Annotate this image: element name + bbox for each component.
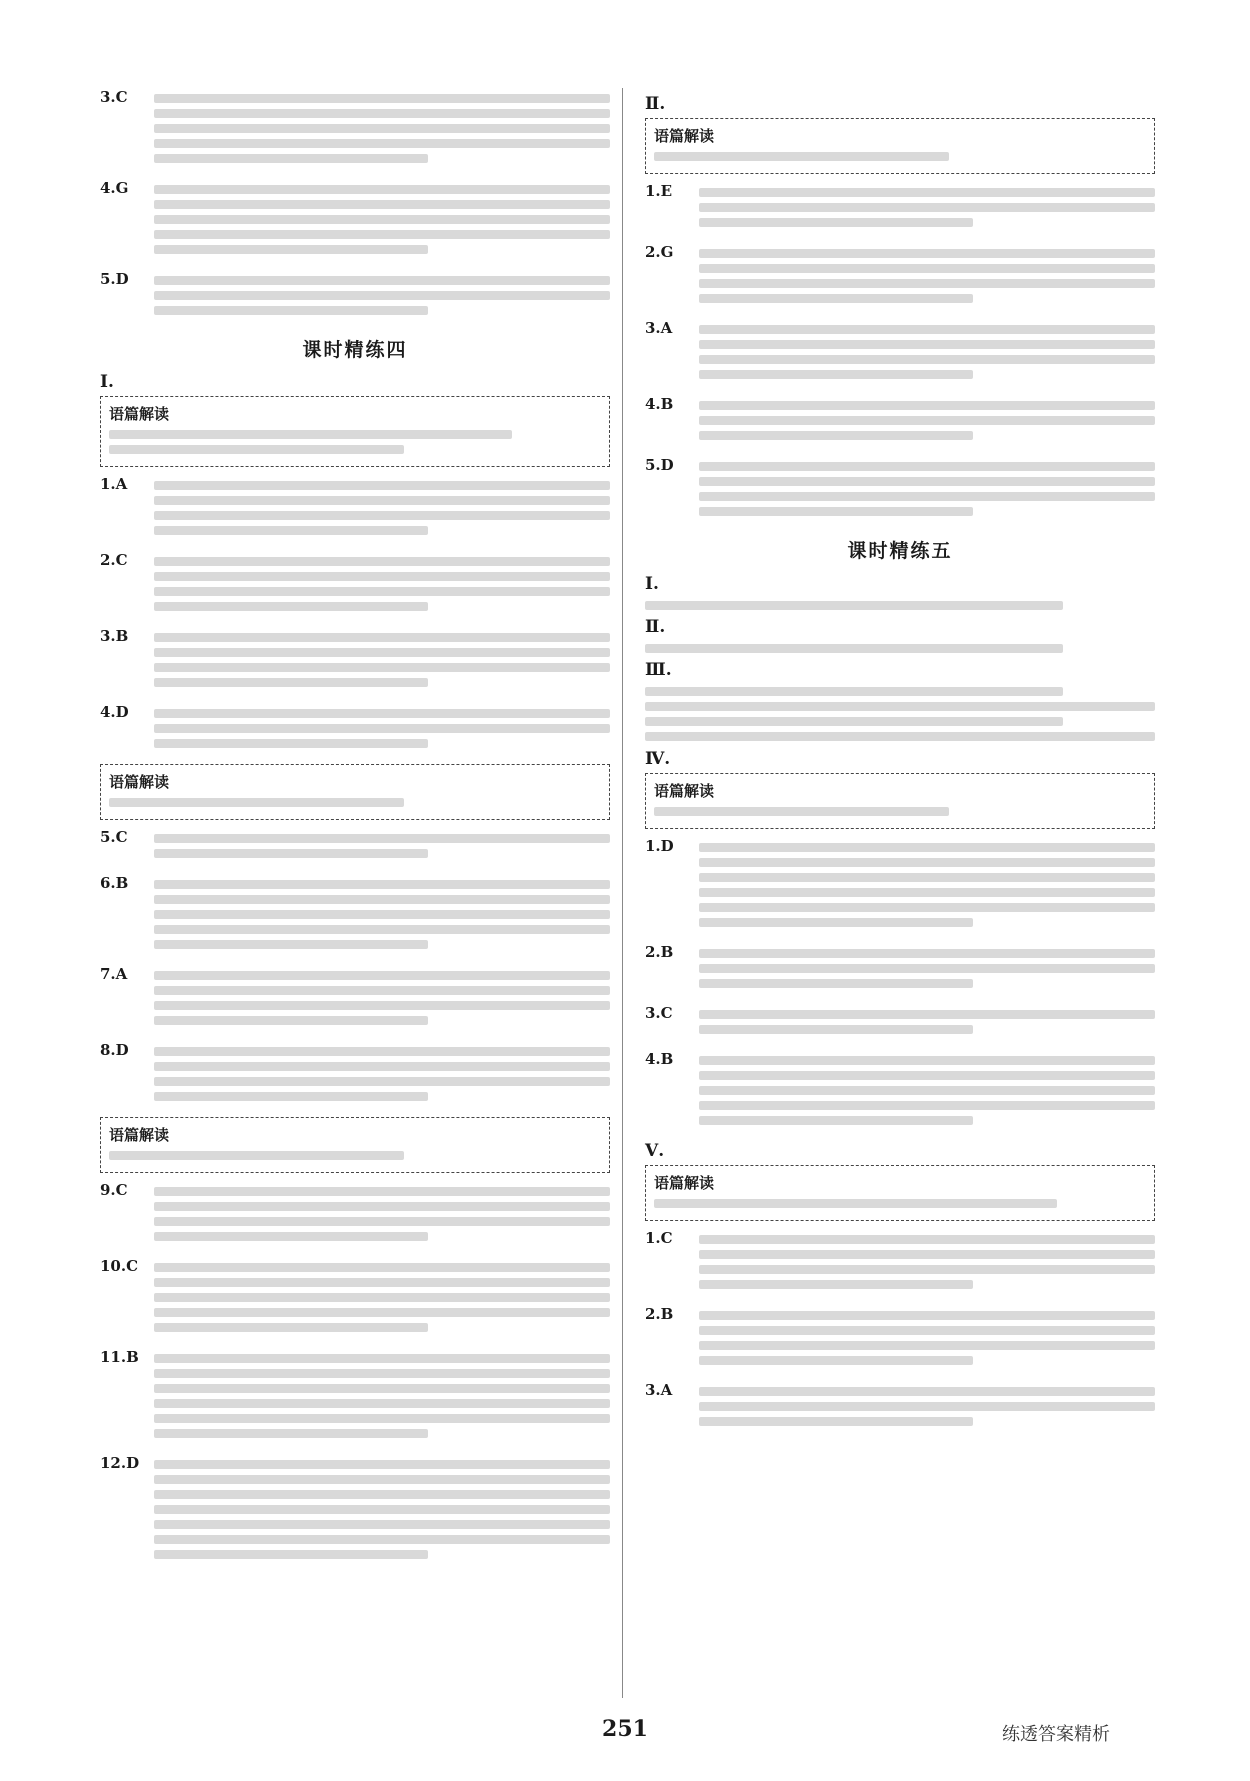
placeholder-line [154, 481, 610, 490]
placeholder-line [154, 1354, 610, 1363]
placeholder-line [654, 152, 949, 161]
placeholder-line [154, 1308, 610, 1317]
placeholder-line [699, 477, 1155, 486]
placeholder-line [154, 1232, 428, 1241]
answer-key: 2.C [100, 551, 128, 569]
answer-item [645, 243, 1155, 309]
answer-item [645, 456, 1155, 522]
placeholder-line [699, 1010, 1155, 1019]
placeholder-line [154, 215, 610, 224]
placeholder-line [109, 1151, 404, 1160]
placeholder-line [699, 1417, 973, 1426]
answer-item [100, 1348, 610, 1444]
answer-item [100, 270, 610, 321]
explanation-placeholder [699, 395, 1155, 446]
placeholder-line [154, 1460, 610, 1469]
placeholder-line [154, 185, 610, 194]
placeholder-line [154, 1016, 428, 1025]
placeholder-line [699, 1280, 973, 1289]
explanation-placeholder [154, 179, 610, 260]
placeholder-line [699, 1387, 1155, 1396]
left-column [100, 88, 610, 1575]
placeholder-line [699, 507, 973, 516]
placeholder-line [154, 602, 428, 611]
items-part3 [100, 1181, 610, 1565]
explanation-placeholder [699, 1229, 1155, 1295]
placeholder-line [645, 717, 1063, 726]
explanation-placeholder [699, 243, 1155, 309]
placeholder-line [154, 724, 610, 733]
answer-item [645, 395, 1155, 446]
placeholder-line [154, 1490, 610, 1499]
placeholder-line [154, 124, 610, 133]
explanation-placeholder [154, 965, 610, 1031]
placeholder-line [154, 230, 610, 239]
placeholder-line [699, 1071, 1155, 1080]
placeholder-line [154, 1293, 610, 1302]
placeholder-line [699, 1402, 1155, 1411]
explanation-placeholder [699, 1305, 1155, 1371]
placeholder-line [154, 910, 610, 919]
placeholder-line [154, 834, 610, 843]
placeholder-line [645, 601, 1063, 610]
part-label: Ⅳ. [645, 749, 671, 769]
placeholder-line [154, 1278, 610, 1287]
placeholder-line [154, 1217, 610, 1226]
answer-key: 11.B [100, 1348, 139, 1366]
right-column [645, 88, 1155, 1442]
answer-key: 3.C [100, 88, 128, 106]
placeholder-line [154, 1323, 428, 1332]
placeholder-line [154, 572, 610, 581]
placeholder-line [154, 306, 428, 315]
placeholder-line [154, 925, 610, 934]
placeholder-line [154, 1092, 428, 1101]
placeholder-line [154, 511, 610, 520]
placeholder-line [154, 1202, 610, 1211]
placeholder-line [699, 1341, 1155, 1350]
placeholder-line [154, 1001, 610, 1010]
reading-summary-box [645, 773, 1155, 829]
explanation-placeholder [699, 1381, 1155, 1432]
placeholder-line [654, 807, 949, 816]
placeholder-line [154, 1475, 610, 1484]
placeholder-line [645, 644, 1063, 653]
placeholder-line [699, 979, 973, 988]
placeholder-line [109, 430, 512, 439]
reading-summary-box [100, 1117, 610, 1173]
placeholder-line [154, 971, 610, 980]
part-label: Ⅴ. [645, 1141, 665, 1161]
placeholder-line [154, 200, 610, 209]
explanation-placeholder [154, 703, 610, 754]
answer-item [645, 1381, 1155, 1432]
placeholder-line [154, 1263, 610, 1272]
answer-item [645, 1305, 1155, 1371]
placeholder-line [699, 1311, 1155, 1320]
column-divider [622, 88, 623, 1698]
explanation-placeholder [154, 627, 610, 693]
placeholder-line [154, 648, 610, 657]
placeholder-line [699, 918, 973, 927]
page-number: 251 [602, 1716, 648, 1742]
placeholder-line [699, 279, 1155, 288]
answer-item [100, 874, 610, 955]
placeholder-line [154, 1414, 610, 1423]
items-part2 [100, 828, 610, 1107]
answer-item [645, 1229, 1155, 1295]
answer-item [100, 828, 610, 864]
placeholder-line [154, 739, 428, 748]
placeholder-line [154, 1535, 610, 1544]
placeholder-line [699, 1056, 1155, 1065]
placeholder-line [699, 492, 1155, 501]
answer-item [645, 837, 1155, 933]
section-heading: 课时精练五 [847, 540, 953, 562]
answer-item [645, 319, 1155, 385]
placeholder-line [154, 709, 610, 718]
answer-item [100, 179, 610, 260]
answer-item [100, 1041, 610, 1107]
placeholder-line [109, 445, 404, 454]
placeholder-line [154, 1429, 428, 1438]
answer-key: 1.A [100, 475, 128, 493]
answer-key: 2.B [645, 1305, 674, 1323]
answer-key: 1.E [645, 182, 673, 200]
placeholder-line [699, 1265, 1155, 1274]
answer-item [100, 965, 610, 1031]
placeholder-line [699, 858, 1155, 867]
placeholder-line [699, 188, 1155, 197]
placeholder-line [154, 1550, 428, 1559]
explanation-placeholder [699, 319, 1155, 385]
placeholder-line [699, 340, 1155, 349]
explanation-placeholder [699, 1050, 1155, 1131]
placeholder-line [654, 1199, 1057, 1208]
answer-item [100, 1257, 610, 1338]
placeholder-line [154, 1520, 610, 1529]
explanation-placeholder [154, 1454, 610, 1565]
part-label: Ⅲ. [645, 660, 672, 680]
placeholder-line [154, 94, 610, 103]
fill-in-answers [645, 573, 1155, 741]
reading-label: 语篇解读 [654, 127, 715, 145]
placeholder-line [699, 1086, 1155, 1095]
placeholder-line [699, 249, 1155, 258]
explanation-placeholder [699, 182, 1155, 233]
placeholder-line [154, 663, 610, 672]
placeholder-line [109, 798, 404, 807]
explanation-placeholder [699, 456, 1155, 522]
placeholder-line [154, 1187, 610, 1196]
placeholder-line [699, 203, 1155, 212]
explanation-placeholder [154, 1181, 610, 1247]
answer-key: 7.A [100, 965, 128, 983]
part-label: Ⅱ. [645, 617, 666, 637]
placeholder-line [699, 462, 1155, 471]
answer-key: 9.C [100, 1181, 128, 1199]
placeholder-line [645, 732, 1155, 741]
explanation-placeholder [154, 88, 610, 169]
placeholder-line [699, 1326, 1155, 1335]
answer-key: 4.D [100, 703, 129, 721]
items-top [100, 88, 610, 321]
placeholder-line [154, 1399, 610, 1408]
placeholder-line [154, 496, 610, 505]
placeholder-line [699, 843, 1155, 852]
placeholder-line [699, 325, 1155, 334]
answer-key: 3.A [645, 1381, 673, 1399]
answer-key: 2.G [645, 243, 674, 261]
placeholder-line [699, 1116, 973, 1125]
placeholder-line [154, 557, 610, 566]
reading-label: 语篇解读 [654, 1174, 715, 1192]
reading-summary-box [100, 764, 610, 820]
placeholder-line [154, 1384, 610, 1393]
placeholder-line [154, 940, 428, 949]
placeholder-line [154, 245, 428, 254]
part-label: Ⅱ. [645, 94, 666, 114]
placeholder-line [154, 849, 428, 858]
explanation-placeholder [154, 828, 610, 864]
reading-summary-box [100, 396, 610, 467]
explanation-placeholder [154, 1041, 610, 1107]
placeholder-line [154, 154, 428, 163]
reading-summary-box [645, 118, 1155, 174]
placeholder-line [154, 276, 610, 285]
part-label: Ⅰ. [100, 372, 114, 392]
answer-key: 10.C [100, 1257, 139, 1275]
placeholder-line [154, 880, 610, 889]
answer-key: 1.D [645, 837, 674, 855]
placeholder-line [699, 1356, 973, 1365]
items-part4 [645, 837, 1155, 1131]
placeholder-line [699, 264, 1155, 273]
items-part5 [645, 1229, 1155, 1432]
reading-label: 语篇解读 [109, 405, 170, 423]
answer-item [100, 551, 610, 617]
answer-item [100, 1181, 610, 1247]
answer-key: 8.D [100, 1041, 129, 1059]
placeholder-line [699, 873, 1155, 882]
explanation-placeholder [154, 1257, 610, 1338]
answer-key: 3.A [645, 319, 673, 337]
answer-item [100, 475, 610, 541]
explanation-placeholder [699, 1004, 1155, 1040]
answer-key: 1.C [645, 1229, 673, 1247]
placeholder-line [699, 903, 1155, 912]
answer-key: 4.B [645, 1050, 674, 1068]
placeholder-line [699, 401, 1155, 410]
answer-item [645, 1004, 1155, 1040]
answer-key: 12.D [100, 1454, 140, 1472]
answer-key: 5.D [645, 456, 674, 474]
placeholder-line [699, 949, 1155, 958]
placeholder-line [154, 291, 610, 300]
placeholder-line [699, 1025, 973, 1034]
answer-key: 2.B [645, 943, 674, 961]
answer-item [100, 88, 610, 169]
answer-key: 3.B [100, 627, 129, 645]
placeholder-line [154, 139, 610, 148]
placeholder-line [154, 1077, 610, 1086]
answer-item [645, 943, 1155, 994]
explanation-placeholder [154, 874, 610, 955]
placeholder-line [154, 986, 610, 995]
section-heading: 课时精练四 [302, 339, 408, 361]
placeholder-line [699, 1101, 1155, 1110]
answer-key: 3.C [645, 1004, 673, 1022]
answer-item [100, 703, 610, 754]
placeholder-line [699, 1235, 1155, 1244]
explanation-placeholder [154, 551, 610, 617]
answer-key: 4.G [100, 179, 129, 197]
placeholder-line [154, 1047, 610, 1056]
reading-label: 语篇解读 [109, 1126, 170, 1144]
placeholder-line [699, 1250, 1155, 1259]
placeholder-line [699, 355, 1155, 364]
reading-summary-box [645, 1165, 1155, 1221]
placeholder-line [154, 526, 428, 535]
answer-key: 5.D [100, 270, 129, 288]
explanation-placeholder [154, 1348, 610, 1444]
placeholder-line [699, 370, 973, 379]
explanation-placeholder [154, 475, 610, 541]
placeholder-line [699, 218, 973, 227]
placeholder-line [154, 633, 610, 642]
placeholder-line [699, 888, 1155, 897]
answer-item [100, 627, 610, 693]
answer-key: 5.C [100, 828, 128, 846]
footer-label: 练透答案精析 [1002, 1724, 1110, 1745]
reading-label: 语篇解读 [109, 773, 170, 791]
explanation-placeholder [699, 943, 1155, 994]
placeholder-line [154, 895, 610, 904]
items-part1 [100, 475, 610, 754]
placeholder-line [699, 294, 973, 303]
placeholder-line [154, 1062, 610, 1071]
placeholder-line [154, 678, 428, 687]
placeholder-line [699, 416, 1155, 425]
placeholder-line [154, 1505, 610, 1514]
answer-key: 4.B [645, 395, 674, 413]
placeholder-line [154, 1369, 610, 1378]
part-label: Ⅰ. [645, 574, 659, 594]
placeholder-line [645, 702, 1155, 711]
answer-key: 6.B [100, 874, 129, 892]
placeholder-line [645, 687, 1063, 696]
answer-item [645, 182, 1155, 233]
items-part1 [645, 182, 1155, 522]
placeholder-line [154, 587, 610, 596]
placeholder-line [699, 431, 973, 440]
explanation-placeholder [699, 837, 1155, 933]
explanation-placeholder [154, 270, 610, 321]
placeholder-line [699, 964, 1155, 973]
reading-label: 语篇解读 [654, 782, 715, 800]
answer-item [645, 1050, 1155, 1131]
placeholder-line [154, 109, 610, 118]
answer-item [100, 1454, 610, 1565]
